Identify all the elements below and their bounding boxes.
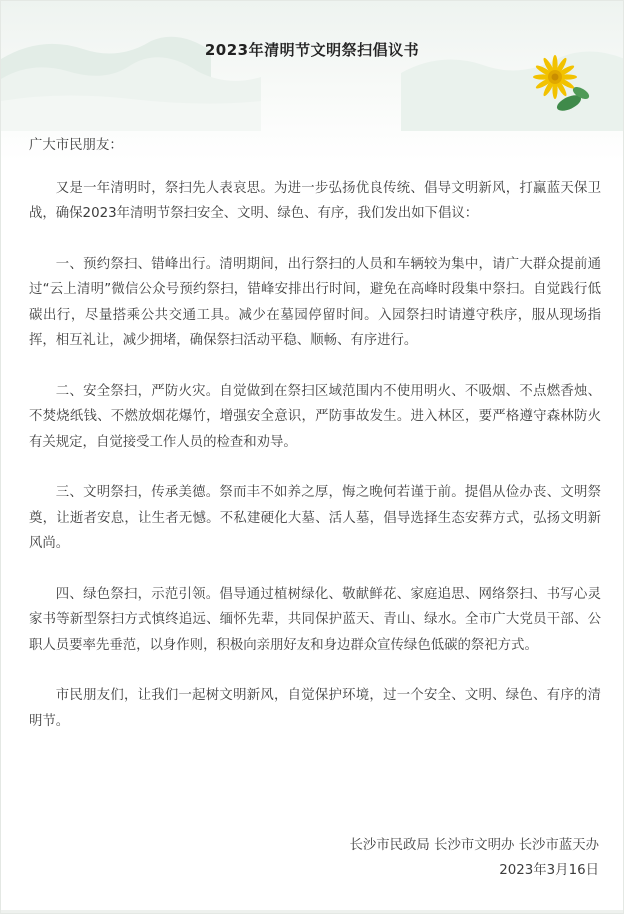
paragraph-item-3: 三、文明祭扫，传承美德。祭而丰不如养之厚，悔之晚何若谨于前。提倡从俭办丧、文明祭奠，让逝者安息，让生者无憾。不私建硬化大墓、活人墓，倡导选择生态安葬方式，弘扬文明新风尚。 xyxy=(29,485,601,551)
paragraph-closing: 市民朋友们，让我们一起树文明新风，自觉保护环境，过一个安全、文明、绿色、有序的清明节。 xyxy=(29,688,601,729)
paragraph-item-2: 二、安全祭扫，严防火灾。自觉做到在祭扫区域范围内不使用明火、不吸烟、不点燃香烛、不焚烧纸钱、不燃放烟花爆竹，增强安全意识，严防事故发生。进入林区，要严格遵守森林防火有关规定，自觉接受工作人员的检查和劝导。 xyxy=(29,383,601,450)
greeting: 广大市民朋友： xyxy=(29,138,123,153)
paragraph-intro: 又是一年清明时，祭扫先人表哀思。为进一步弘扬优良传统、倡导文明新风，打赢蓝天保卫战，确保2023年清明节祭扫安全、文明、绿色、有序，我们发出如下倡议： xyxy=(29,180,601,221)
paragraph-item-1: 一、预约祭扫、错峰出行。清明期间，出行祭扫的人员和车辆较为集中，请广大群众提前通过“云上清明”微信公众号预约祭扫，错峰安排出行时间，避免在高峰时段集中祭扫。自觉践行低碳出行，尽量搭乘公共交通工具。减少在墓园停留时间。入园祭扫时请遵守秩序，服从现场指挥，相互礼让，减少拥堵，确保祭扫活动平稳、顺畅、有序进行。 xyxy=(29,256,601,348)
letter-body xyxy=(29,133,601,759)
issuers: 长沙市民政局 长沙市文明办 长沙市蓝天办 xyxy=(349,838,599,853)
paragraph-item-4: 四、绿色祭扫，示范引领。倡导通过植树绿化、敬献鲜花、家庭追思、网络祭扫、书写心灵家书等新型祭扫方式慎终追远、缅怀先辈，共同保护蓝天、青山、绿水。全市广大党员干部、公职人员要率先垂范，以身作则，积极向亲朋好友和身边群众宣传绿色低碳的祭祀方式。 xyxy=(29,586,601,653)
issue-date: 2023年3月16日 xyxy=(499,863,599,878)
bottom-divider xyxy=(1,910,623,913)
chrysanthemum-icon xyxy=(525,53,595,117)
signature-block xyxy=(349,833,599,883)
page-title: 2023年清明节文明祭扫倡议书 xyxy=(204,41,420,59)
